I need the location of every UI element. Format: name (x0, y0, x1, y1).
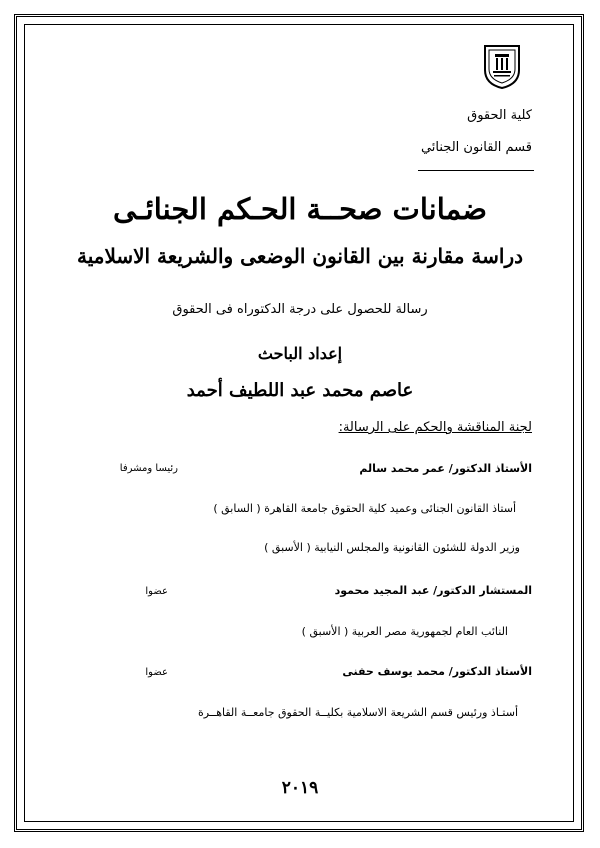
researcher-name: عاصم محمد عبد اللطيف أحمد (186, 380, 414, 401)
member-title-line: أستـاذ ورئيس قسم الشريعة الاسلامية بكليــة الحقوق جامعــة القاهــرة (197, 706, 518, 719)
thesis-purpose: رسالة للحصول على درجة الدكتوراه فى الحقوق (172, 302, 428, 317)
thesis-title: ضمانات صحــة الحـكم الجنائـى (113, 192, 487, 226)
header-divider (418, 170, 534, 171)
researcher-label: إعداد الباحث (257, 344, 343, 363)
member-name: المستشار الدكتور/ عبد المجيد محمود (334, 584, 532, 597)
member-title-line: أستاذ القانون الجنائى وعميد كلية الحقوق جامعة القاهرة ( السابق ) (213, 502, 516, 515)
year: ٢٠١٩ (281, 778, 319, 798)
member-role: رئيسا ومشرفا (119, 463, 178, 474)
member-name: الأستاذ الدكتور/ محمد يوسف حفنى (342, 665, 532, 678)
member-role: عضوا (145, 586, 168, 597)
member-title-line: النائب العام لجمهورية مصر العربية ( الأسبق ) (301, 625, 508, 638)
department-name: قسم القانون الجنائي (420, 140, 532, 155)
member-role: عضوا (145, 667, 168, 678)
thesis-subtitle: دراسة مقارنة بين القانون الوضعى والشريعة الاسلامية (76, 244, 524, 268)
member-title-line: وزير الدولة للشئون القانونية والمجلس النيابية ( الأسبق ) (264, 541, 520, 554)
member-name: الأستاذ الدكتور/ عمر محمد سالم (359, 462, 532, 475)
faculty-name: كلية الحقوق (467, 108, 532, 123)
university-crest-icon (482, 44, 522, 90)
committee-heading: لجنة المناقشة والحكم على الرسالة: (338, 420, 532, 435)
